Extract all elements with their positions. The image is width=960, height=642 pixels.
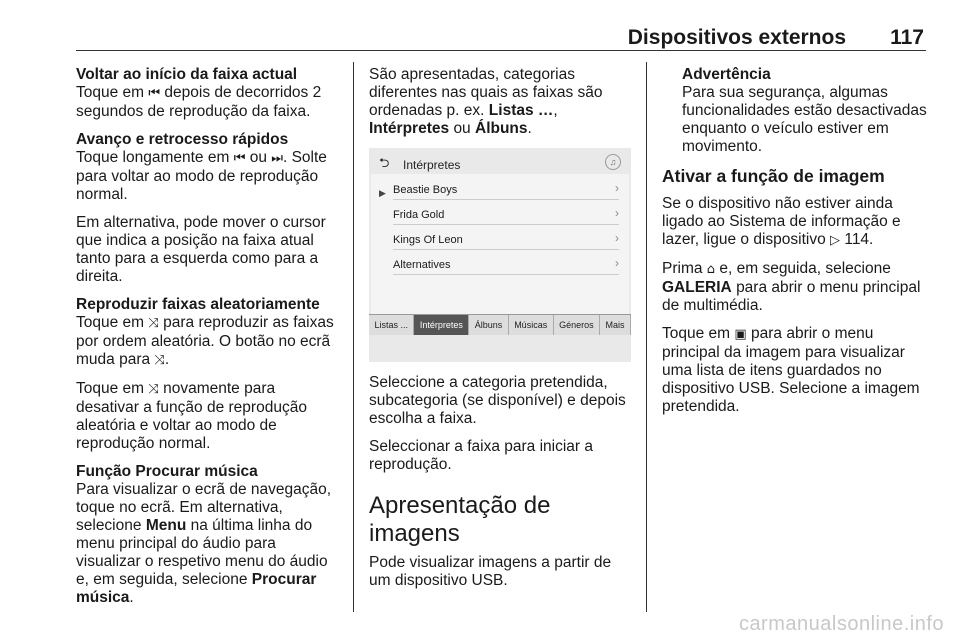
tab-generos[interactable]: Géneros bbox=[554, 315, 600, 335]
paragraph: Seleccionar a faixa para iniciar a reprodução. bbox=[369, 438, 594, 473]
list-item[interactable]: Beastie Boys › bbox=[393, 177, 619, 200]
tab-musicas[interactable]: Músicas bbox=[509, 315, 554, 335]
section-heading: Função Procurar música bbox=[76, 463, 258, 480]
page-number: 117 bbox=[890, 26, 924, 49]
warning-box bbox=[662, 66, 928, 156]
skip-forward-icon: ⏭ bbox=[271, 151, 283, 166]
shuffle-off-icon: ⤨ bbox=[154, 353, 165, 368]
chevron-right-icon: › bbox=[615, 181, 619, 195]
artist-list bbox=[371, 174, 629, 330]
section-heading: Reproduzir faixas aleatoriamente bbox=[76, 296, 320, 313]
chevron-right-icon: › bbox=[615, 206, 619, 220]
category-tabs bbox=[369, 314, 631, 335]
shuffle-off-icon: ⤨ bbox=[148, 382, 159, 397]
column-2: São apresentadas, categorias diferentes nas quais as faixas são ordenadas p. ex. Listas …, Intérpretes ou Álbuns. ⮌ Intérpretes ♫ ▶ Beastie Boys › Frida Gold › Kings Of Leon › Alternatives › Listas ... Intérpretes Álbuns Músicas Géneros Mais Seleccione a categoria pretendida, subcategoria (se disponível) e depois escolha a faixa. Seleccionar a faixa para iniciar a reprodução. Apresentação de imagens Pode visualizar imagens a partir de um dispositivo USB. bbox=[369, 66, 635, 600]
chevron-right-icon: › bbox=[615, 256, 619, 270]
tab-mais[interactable]: Mais bbox=[600, 315, 631, 335]
warning-heading: Advertência bbox=[682, 66, 771, 83]
section-heading: Avanço e retrocesso rápidos bbox=[76, 131, 289, 148]
list-item[interactable]: Kings Of Leon › bbox=[393, 227, 619, 250]
section-heading: Voltar ao início da faixa actual bbox=[76, 66, 298, 83]
infotainment-screen bbox=[369, 148, 631, 362]
section-heading-large: Apresentação de imagens bbox=[369, 492, 551, 547]
chevron-right-icon: › bbox=[615, 231, 619, 245]
watermark: carmanualsonline.info bbox=[738, 613, 944, 635]
list-item[interactable]: Alternatives › bbox=[393, 252, 619, 275]
shuffle-icon: ⤨ bbox=[148, 316, 159, 331]
column-1: Voltar ao início da faixa actual Toque em ⏮ depois de decorridos 2 segundos de reprodução da faixa. Avanço e retrocesso rápidos Toque longamente em ⏮ ou ⏭. Solte para voltar ao modo de reprodução normal. Em alternativa, pode mover o cursor que indica a posição na faixa atual tanto para a esquerda como para a direita. Reproduzir faixas aleatoriamente Toque em ⤨ para reproduzir as faixas por ordem aleatória. O botão no ecrã muda para ⤨. Toque em ⤨ novamente para desativar a função de reprodução aleatória e voltar ao modo de reprodução normal. Função Procurar música Para visualizar o ecrã de navegação, toque no ecrã. Em alternativa, selecione Menu na última linha do menu principal do áudio para visualizar o respetivo menu do áudio e, em seguida, selecione Procurar música. bbox=[76, 66, 342, 617]
skip-back-icon: ⏮ bbox=[233, 151, 246, 166]
play-indicator-icon: ▶ bbox=[379, 188, 386, 198]
home-icon: ⌂ bbox=[706, 262, 716, 277]
column-divider bbox=[646, 62, 647, 612]
tab-interpretes[interactable]: Intérpretes bbox=[414, 315, 469, 335]
list-item[interactable]: Frida Gold › bbox=[393, 202, 619, 225]
music-note-icon[interactable]: ♫ bbox=[605, 154, 621, 170]
skip-back-icon: ⏮ bbox=[148, 86, 161, 101]
column-3: Advertência Para sua segurança, algumas funcionalidades estão desactivadas enquanto o veículo estiver em movimento. Ativar a função de imagem Se o dispositivo não estiver ainda ligado ao Sistema de informação e lazer, ligue o dispositivo ▷ 114. Prima ⌂ e, em seguida, selecione GALERIA para abrir o menu principal de multimédia. Toque em ▣ para abrir o menu principal da imagem para visualizar uma lista de itens guardados no dispositivo USB. Selecione a imagem pretendida. bbox=[662, 66, 927, 415]
tab-listas[interactable]: Listas ... bbox=[369, 315, 414, 335]
section-heading: Ativar a função de imagem bbox=[662, 166, 885, 186]
back-arrow-icon[interactable]: ⮌ bbox=[379, 155, 390, 170]
column-divider bbox=[353, 62, 354, 612]
paragraph: Pode visualizar imagens a partir de um dispositivo USB. bbox=[369, 554, 612, 589]
page-reference-icon: ▷ bbox=[830, 233, 841, 248]
warning-text: Para sua segurança, algumas funcionalidades estão desactivadas enquanto o veículo estiver em movimento. bbox=[682, 84, 927, 155]
tab-albuns[interactable]: Álbuns bbox=[469, 315, 508, 335]
paragraph: Em alternativa, pode mover o cursor que indica a posição na faixa atual tanto para a esquerda como para a direita. bbox=[76, 214, 326, 285]
paragraph: Seleccione a categoria pretendida, subcategoria (se disponível) e depois escolha a faixa. bbox=[369, 374, 626, 427]
page-title: Dispositivos externos bbox=[627, 26, 846, 49]
page-header bbox=[76, 22, 926, 51]
image-icon: ▣ bbox=[734, 327, 747, 342]
screen-title: Intérpretes bbox=[403, 158, 461, 172]
